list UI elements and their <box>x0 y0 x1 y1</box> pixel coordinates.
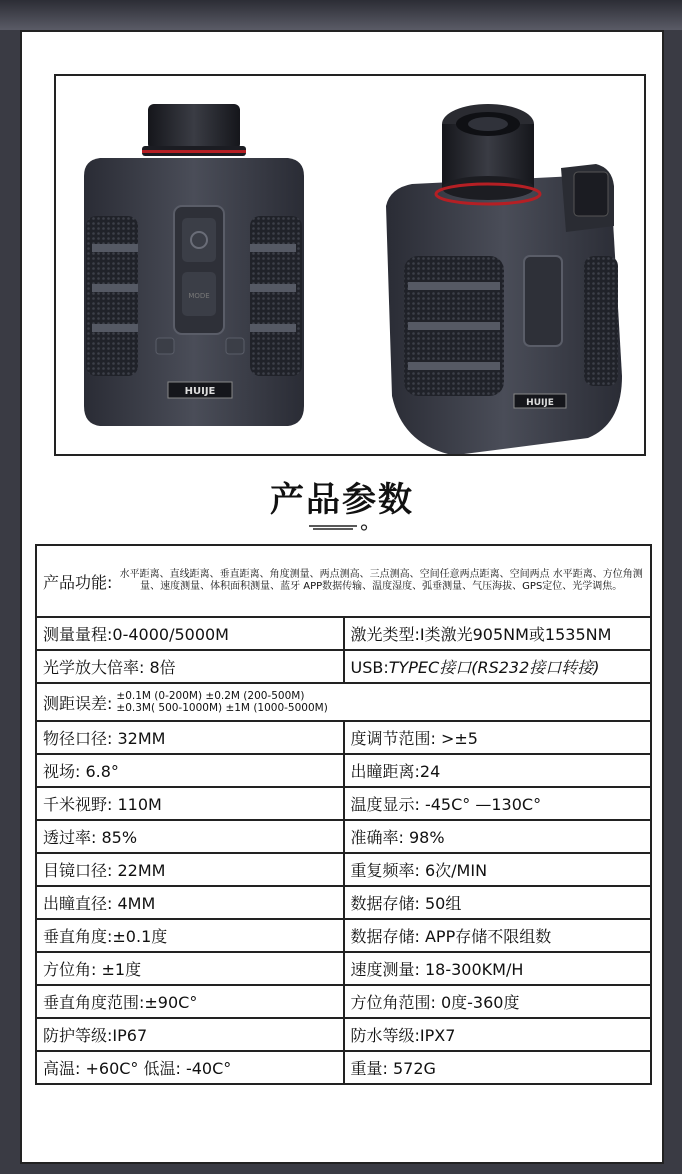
spec-row <box>36 1051 651 1084</box>
spec-row <box>36 650 651 683</box>
spec-cell: 防水等级:IPX7 <box>344 1018 652 1051</box>
spec-cell: 方位角: ±1度 <box>36 952 344 985</box>
function-text: 水平距离、直线距离、垂直距离、角度测量、两点测高、三点测高、空间任意两点距离、空间两点 水平距离、方位角测量、速度测量、体积面积测量、蓝牙 APP数据传输、温度湿度、弧垂测量、气压海拔、GPS定位、光学调焦。 <box>119 569 643 592</box>
spec-cell: 出瞳直径: 4MM <box>36 886 344 919</box>
error-cell <box>36 683 651 721</box>
spec-row <box>36 952 651 985</box>
spec-row <box>36 853 651 886</box>
error-label: 测距误差: <box>43 693 113 713</box>
spec-cell: 透过率: 85% <box>36 820 344 853</box>
spec-cell: 方位角范围: 0度-360度 <box>344 985 652 1018</box>
spec-cell: 重量: 572G <box>344 1051 652 1084</box>
spec-cell: 速度测量: 18-300KM/H <box>344 952 652 985</box>
spec-cell: 光学放大倍率: 8倍 <box>36 650 344 683</box>
front-view-device <box>84 104 304 426</box>
spec-cell: 测量量程:0-4000/5000M <box>36 617 344 650</box>
error-line-1: ±0.1M (0-200M) ±0.2M (200-500M) <box>116 690 305 702</box>
error-line-2: ±0.3M( 500-1000M) ±1M (1000-5000M) <box>116 702 328 714</box>
spec-cell: 准确率: 98% <box>344 820 652 853</box>
spec-row <box>36 820 651 853</box>
spec-row <box>36 1018 651 1051</box>
side-view-device <box>386 104 622 454</box>
spec-row <box>36 721 651 754</box>
mode-button-text: MODE <box>188 292 210 300</box>
spec-row <box>36 787 651 820</box>
spec-cell: 目镜口径: 22MM <box>36 853 344 886</box>
title-underline-ornament <box>309 522 369 532</box>
spec-cell: 高温: +60C° 低温: -40C° <box>36 1051 344 1084</box>
side-logo: HUIJE <box>526 398 554 408</box>
page-title: 产品参数 <box>270 480 414 520</box>
spec-panel <box>20 30 664 1164</box>
spec-cell: 数据存储: APP存储不限组数 <box>344 919 652 952</box>
spec-cell: 激光类型:I类激光905NM或1535NM <box>344 617 652 650</box>
spec-cell: 度调节范围: >±5 <box>344 721 652 754</box>
spec-row <box>36 886 651 919</box>
spec-row <box>36 985 651 1018</box>
spec-cell: 温度显示: -45C° —130C° <box>344 787 652 820</box>
spec-cell: 防护等级:IP67 <box>36 1018 344 1051</box>
function-label: 产品功能: <box>43 572 113 592</box>
function-cell <box>36 545 651 617</box>
top-band <box>0 0 682 30</box>
rangefinder-photos <box>56 76 644 454</box>
front-logo: HUIJE <box>184 386 216 397</box>
usb-prefix: USB: <box>350 658 389 677</box>
error-values <box>116 690 327 714</box>
spec-cell: 重复频率: 6次/MIN <box>344 853 652 886</box>
spec-cell: 千米视野: 110M <box>36 787 344 820</box>
spec-cell: 垂直角度:±0.1度 <box>36 919 344 952</box>
product-photo-frame <box>54 74 646 456</box>
spec-cell: 物径口径: 32MM <box>36 721 344 754</box>
spec-row <box>36 919 651 952</box>
usb-cell <box>344 650 652 683</box>
spec-cell: 垂直角度范围:±90C° <box>36 985 344 1018</box>
spec-cell: 数据存储: 50组 <box>344 886 652 919</box>
spec-cell: 出瞳距离:24 <box>344 754 652 787</box>
spec-row-function <box>36 545 651 617</box>
spec-row-error <box>36 683 651 721</box>
spec-row <box>36 754 651 787</box>
usb-detail: TYPEC接口(RS232接口转接) <box>388 658 600 677</box>
spec-cell: 视场: 6.8° <box>36 754 344 787</box>
spec-table <box>35 544 652 1085</box>
spec-row <box>36 617 651 650</box>
